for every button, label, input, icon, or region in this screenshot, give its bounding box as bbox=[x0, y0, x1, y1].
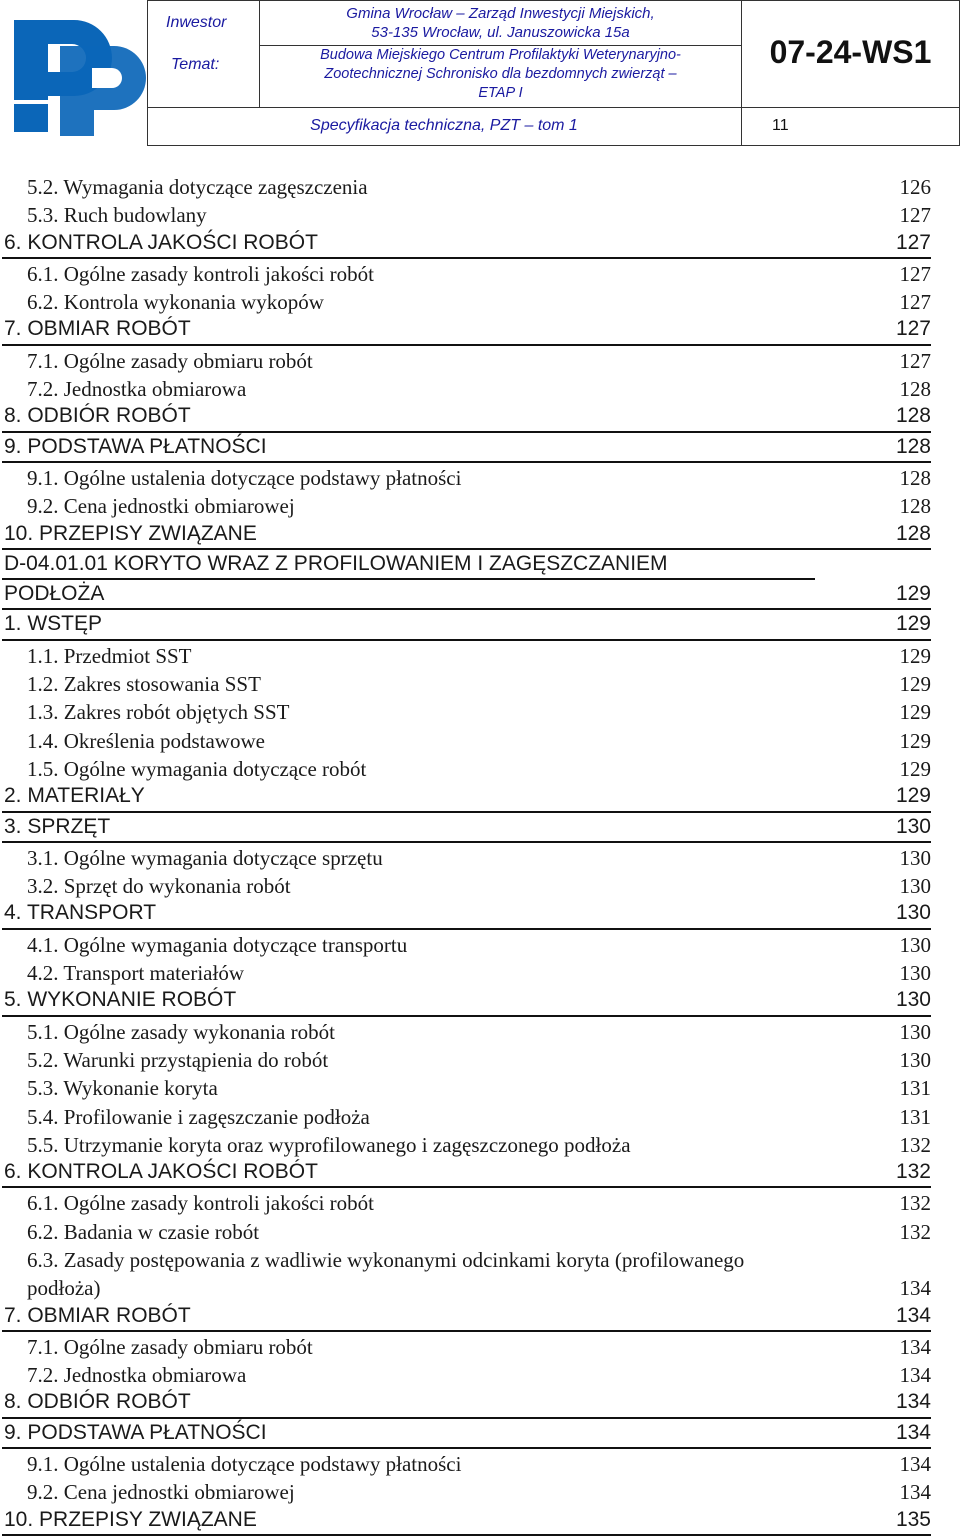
investor-label: Inwestor bbox=[166, 14, 227, 31]
investor-name bbox=[260, 4, 741, 42]
toc-subsection-entry[interactable] bbox=[0, 374, 960, 402]
toc-entry-page: 134 bbox=[899, 1480, 931, 1505]
toc-entry-title: 7.2. Jednostka obmiarowa bbox=[27, 1363, 247, 1388]
toc-entry-title: 3.2. Sprzęt do wykonania robót bbox=[27, 874, 291, 899]
toc-entry-page: 129 bbox=[895, 784, 931, 808]
toc-entry-title: 1.4. Określenia podstawowe bbox=[27, 728, 265, 753]
page-number: 11 bbox=[772, 117, 789, 134]
toc-subsection-entry[interactable] bbox=[0, 843, 960, 871]
toc-entry-page: 130 bbox=[899, 932, 931, 957]
document-header bbox=[0, 0, 960, 148]
toc-entry-title: 8. ODBIÓR ROBÓT bbox=[4, 404, 191, 428]
toc-entry-page: 134 bbox=[895, 1420, 931, 1444]
toc-entry-page: 127 bbox=[899, 348, 931, 373]
toc-entry-page: 127 bbox=[895, 230, 931, 254]
investor-line-1: Gmina Wrocław – Zarząd Inwestycji Miejskich, bbox=[346, 5, 655, 22]
toc-subsection-entry[interactable] bbox=[0, 1449, 960, 1477]
toc-subsection-entry[interactable] bbox=[0, 1332, 960, 1360]
toc-subsection-entry[interactable] bbox=[0, 1477, 960, 1505]
toc-entry-title: 5.5. Utrzymanie koryta oraz wyprofilowanego i zagęszczonego podłoża bbox=[27, 1132, 631, 1157]
toc-section-entry[interactable] bbox=[2, 1302, 931, 1332]
toc-subsection-entry[interactable] bbox=[0, 1130, 960, 1158]
toc-entry-page: 130 bbox=[895, 814, 931, 838]
toc-entry-title: 3.1. Ogólne wymagania dotyczące sprzętu bbox=[27, 845, 383, 870]
toc-subsection-entry[interactable] bbox=[0, 259, 960, 287]
toc-entry-page: 132 bbox=[899, 1219, 931, 1244]
toc-entry-page: 129 bbox=[895, 612, 931, 636]
toc-entry-page: 128 bbox=[899, 465, 931, 490]
toc-entry-page: 134 bbox=[899, 1334, 931, 1359]
toc-entry-title: 7. OBMIAR ROBÓT bbox=[4, 1303, 191, 1327]
toc-entry-page: 128 bbox=[899, 377, 931, 402]
toc-entry-page: 128 bbox=[895, 404, 931, 428]
toc-entry-title: 9.2. Cena jednostki obmiarowej bbox=[27, 1480, 295, 1505]
toc-subsection-entry[interactable] bbox=[0, 1017, 960, 1045]
subject-label: Temat: bbox=[171, 56, 220, 73]
toc-section-entry[interactable] bbox=[2, 520, 931, 550]
toc-section-entry[interactable] bbox=[2, 402, 931, 432]
subject-line-1: Budowa Miejskiego Centrum Profilaktyki Weterynaryjno- bbox=[320, 47, 681, 63]
toc-subsection-entry[interactable] bbox=[0, 1245, 960, 1273]
toc-entry-title: 2. MATERIAŁY bbox=[4, 784, 145, 808]
toc-entry-page: 132 bbox=[895, 1160, 931, 1184]
toc-entry-title: 6.2. Badania w czasie robót bbox=[27, 1219, 260, 1244]
toc-entry-title: 4.1. Ogólne wymagania dotyczące transportu bbox=[27, 932, 408, 957]
investor-line-2: 53-135 Wrocław, ul. Januszowicka 15a bbox=[371, 24, 630, 41]
toc-entry-page: 129 bbox=[899, 643, 931, 668]
toc-subsection-entry[interactable] bbox=[0, 1102, 960, 1130]
toc-entry-title: 5.3. Ruch budowlany bbox=[27, 203, 207, 228]
toc-entry-title: PODŁOŻA bbox=[4, 582, 105, 606]
toc-subsection-entry[interactable] bbox=[0, 1045, 960, 1073]
toc-entry-title: 1.2. Zakres stosowania SST bbox=[27, 672, 261, 697]
toc-entry-title: 4.2. Transport materiałów bbox=[27, 961, 244, 986]
toc-entry-title: 9.1. Ogólne ustalenia dotyczące podstawy płatności bbox=[27, 1452, 462, 1477]
toc-entry-title: 6.1. Ogólne zasady kontroli jakości robót bbox=[27, 261, 375, 286]
toc-section-entry[interactable] bbox=[2, 1158, 931, 1188]
toc-section-entry[interactable] bbox=[2, 986, 931, 1016]
toc-entry-page: 129 bbox=[899, 728, 931, 753]
toc-entry-page: 128 bbox=[899, 494, 931, 519]
toc-subsection-entry[interactable] bbox=[0, 726, 960, 754]
toc-entry-title: 10. PRZEPISY ZWIĄZANE bbox=[4, 1507, 257, 1531]
toc-entry-page: 128 bbox=[895, 434, 931, 458]
logo-icon bbox=[0, 0, 147, 146]
toc-entry-page: 129 bbox=[899, 700, 931, 725]
toc-subsection-entry[interactable] bbox=[0, 958, 960, 986]
toc-section-entry[interactable] bbox=[2, 580, 931, 610]
toc-subsection-entry[interactable] bbox=[0, 1360, 960, 1388]
subject-line-2: Zootechnicznej Schronisko dla bezdomnych zwierząt – bbox=[324, 66, 677, 82]
toc-entry-title: 7.1. Ogólne zasady obmiaru robót bbox=[27, 1334, 313, 1359]
toc-entry-page: 132 bbox=[899, 1191, 931, 1216]
toc-entry-title: 8. ODBIÓR ROBÓT bbox=[4, 1390, 191, 1414]
toc-entry-page: 131 bbox=[899, 1104, 931, 1129]
toc-entry-title: 7. OBMIAR ROBÓT bbox=[4, 317, 191, 341]
toc-subsection-entry[interactable] bbox=[0, 1073, 960, 1101]
toc-entry-page: 134 bbox=[899, 1276, 931, 1301]
toc-subsection-entry[interactable] bbox=[0, 200, 960, 228]
toc-section-entry[interactable] bbox=[2, 229, 931, 259]
toc-subsection-entry[interactable] bbox=[0, 491, 960, 519]
document-code: 07-24-WS1 bbox=[769, 34, 932, 70]
toc-subsection-entry[interactable] bbox=[0, 754, 960, 782]
toc-section-entry[interactable] bbox=[2, 899, 931, 929]
toc-subsection-entry[interactable] bbox=[0, 346, 960, 374]
toc-entry-page: 132 bbox=[899, 1132, 931, 1157]
header-table bbox=[147, 0, 960, 146]
company-logo bbox=[0, 0, 148, 146]
toc-entry-title: 9. PODSTAWA PŁATNOŚCI bbox=[4, 434, 267, 458]
toc-entry-title: 1.3. Zakres robót objętych SST bbox=[27, 700, 290, 725]
toc-section-entry[interactable] bbox=[2, 813, 931, 843]
subject-line-3: ETAP I bbox=[478, 85, 523, 101]
project-subject bbox=[260, 46, 741, 103]
toc-entry-title: 6. KONTROLA JAKOŚCI ROBÓT bbox=[4, 230, 318, 254]
toc-section-entry[interactable] bbox=[2, 1388, 931, 1418]
toc-entry-title: 5.4. Profilowanie i zagęszczanie podłoża bbox=[27, 1104, 370, 1129]
toc-entry-page: 130 bbox=[899, 874, 931, 899]
toc-entry-page: 130 bbox=[899, 961, 931, 986]
toc-subsection-entry[interactable] bbox=[0, 641, 960, 669]
toc-subsection-entry[interactable] bbox=[0, 1273, 960, 1301]
toc-entry-title: 6.3. Zasady postępowania z wadliwie wykonanymi odcinkami koryta (profilowanego bbox=[27, 1247, 745, 1272]
toc-entry-page: 130 bbox=[899, 845, 931, 870]
toc-entry-page: 129 bbox=[899, 756, 931, 781]
toc-entry-page: 129 bbox=[895, 582, 931, 606]
toc-subsection-entry[interactable] bbox=[0, 697, 960, 725]
toc-subsection-entry[interactable] bbox=[0, 871, 960, 899]
toc-entry-title: 5.2. Warunki przystąpienia do robót bbox=[27, 1047, 329, 1072]
toc-entry-page: 135 bbox=[895, 1507, 931, 1531]
toc-section-entry[interactable] bbox=[2, 1419, 931, 1449]
toc-entry-title: 1.1. Przedmiot SST bbox=[27, 643, 192, 668]
toc-subsection-entry[interactable] bbox=[0, 463, 960, 491]
toc-section-entry[interactable] bbox=[2, 610, 931, 640]
toc-entry-page: 128 bbox=[895, 521, 931, 545]
toc-entry-title: 10. PRZEPISY ZWIĄZANE bbox=[4, 521, 257, 545]
toc-entry-title: 5.1. Ogólne zasady wykonania robót bbox=[27, 1019, 335, 1044]
toc-entry-title: 9.2. Cena jednostki obmiarowej bbox=[27, 494, 295, 519]
toc-entry-page: 134 bbox=[899, 1363, 931, 1388]
toc-entry-title: 1.5. Ogólne wymagania dotyczące robót bbox=[27, 756, 367, 781]
toc-entry-title: 9. PODSTAWA PŁATNOŚCI bbox=[4, 1420, 267, 1444]
toc-entry-title: 6.1. Ogólne zasady kontroli jakości robót bbox=[27, 1191, 375, 1216]
toc-entry-page: 134 bbox=[895, 1390, 931, 1414]
toc-section-entry[interactable] bbox=[2, 315, 931, 345]
toc-entry-page: 134 bbox=[895, 1303, 931, 1327]
toc-entry-title: 6. KONTROLA JAKOŚCI ROBÓT bbox=[4, 1160, 318, 1184]
toc-entry-title: 1. WSTĘP bbox=[4, 612, 103, 636]
toc-entry-title: 6.2. Kontrola wykonania wykopów bbox=[27, 290, 324, 315]
toc-entry-page: 127 bbox=[899, 203, 931, 228]
toc-entry-page: 134 bbox=[899, 1452, 931, 1477]
toc-section-entry[interactable] bbox=[2, 782, 931, 812]
toc-entry-title: podłoża) bbox=[27, 1276, 101, 1301]
toc-subsection-entry[interactable] bbox=[0, 287, 960, 315]
toc-entry-title: 7.1. Ogólne zasady obmiaru robót bbox=[27, 348, 313, 373]
toc-entry-page: 127 bbox=[895, 317, 931, 341]
toc-entry-page: 129 bbox=[899, 672, 931, 697]
toc-subsection-entry[interactable] bbox=[0, 669, 960, 697]
toc-spec-heading[interactable] bbox=[2, 550, 815, 580]
toc-entry-page: 131 bbox=[899, 1076, 931, 1101]
toc-section-entry[interactable] bbox=[2, 433, 931, 463]
toc-subsection-entry[interactable] bbox=[0, 930, 960, 958]
toc-entry-page: 130 bbox=[895, 988, 931, 1012]
toc-entry-title: 5.2. Wymagania dotyczące zagęszczenia bbox=[27, 175, 368, 199]
specification-title: Specyfikacja techniczna, PZT – tom 1 bbox=[310, 117, 578, 134]
toc-entry-title: 5.3. Wykonanie koryta bbox=[27, 1076, 218, 1101]
toc-entry-title: D-04.01.01 KORYTO WRAZ Z PROFILOWANIEM I ZAGĘSZCZANIEM bbox=[4, 551, 668, 575]
table-of-contents bbox=[0, 172, 960, 1536]
toc-entry-title: 4. TRANSPORT bbox=[4, 901, 157, 925]
toc-subsection-entry[interactable] bbox=[0, 172, 960, 200]
toc-entry-title: 5. WYKONANIE ROBÓT bbox=[4, 988, 237, 1012]
toc-subsection-entry[interactable] bbox=[0, 1217, 960, 1245]
toc-entry-page: 130 bbox=[899, 1047, 931, 1072]
toc-section-entry[interactable] bbox=[2, 1506, 931, 1536]
toc-entry-title: 3. SPRZĘT bbox=[4, 814, 111, 838]
toc-entry-page: 127 bbox=[899, 290, 931, 315]
toc-subsection-entry[interactable] bbox=[0, 1188, 960, 1216]
toc-entry-title: 9.1. Ogólne ustalenia dotyczące podstawy płatności bbox=[27, 465, 462, 490]
toc-entry-page: 126 bbox=[899, 175, 931, 199]
toc-entry-page: 130 bbox=[895, 901, 931, 925]
toc-entry-page: 127 bbox=[899, 261, 931, 286]
toc-entry-page: 130 bbox=[899, 1019, 931, 1044]
toc-entry-title: 7.2. Jednostka obmiarowa bbox=[27, 377, 247, 402]
